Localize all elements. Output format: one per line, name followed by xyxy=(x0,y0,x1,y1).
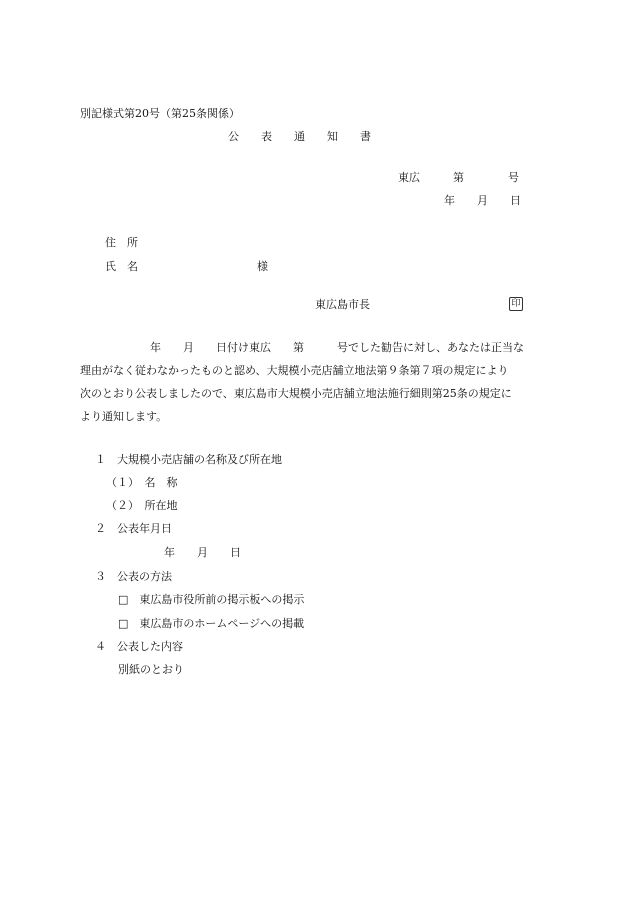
item-4-detail: 別紙のとおり xyxy=(118,663,184,676)
body-line-1: 年 月 日付け東広 第 号でした勧告に対し、あなたは正当な xyxy=(150,341,524,354)
seal-mark xyxy=(509,297,523,311)
body-line-4: より通知します。 xyxy=(80,410,168,423)
method-option-notice-board[interactable]: □ 東広島市役所前の掲示板への掲示 xyxy=(118,593,305,606)
name-label: 氏 名 xyxy=(105,260,138,273)
form-label: 別記様式第20号（第25条関係） xyxy=(80,107,240,120)
document-number: 東広 第 号 xyxy=(398,171,519,184)
item-1-location: （２） 所在地 xyxy=(106,499,178,512)
item-2-heading: ２ 公表年月日 xyxy=(95,522,172,535)
document-title: 公 表 通 知 書 xyxy=(228,130,371,143)
address-label: 住 所 xyxy=(105,236,138,249)
publication-date: 年 月 日 xyxy=(164,546,241,559)
seal-text: 印 xyxy=(511,298,521,309)
issue-date: 年 月 日 xyxy=(444,194,521,207)
body-line-3: 次のとおり公表しましたので、東広島市大規模小売店舗立地法施行細則第25条の規定に xyxy=(80,387,512,400)
honorific: 様 xyxy=(257,260,268,273)
method-option-homepage[interactable]: □ 東広島市のホームページへの掲載 xyxy=(118,617,305,630)
item-1-name: （１） 名 称 xyxy=(106,476,178,489)
body-line-2: 理由がなく従わなかったものと認め、大規模小売店舗立地法第９条第７項の規定により xyxy=(80,364,509,377)
sender: 東広島市長 xyxy=(315,298,370,311)
item-3-heading: ３ 公表の方法 xyxy=(95,570,172,583)
item-4-heading: ４ 公表した内容 xyxy=(95,640,183,653)
item-1-heading: １ 大規模小売店舗の名称及び所在地 xyxy=(95,453,282,466)
